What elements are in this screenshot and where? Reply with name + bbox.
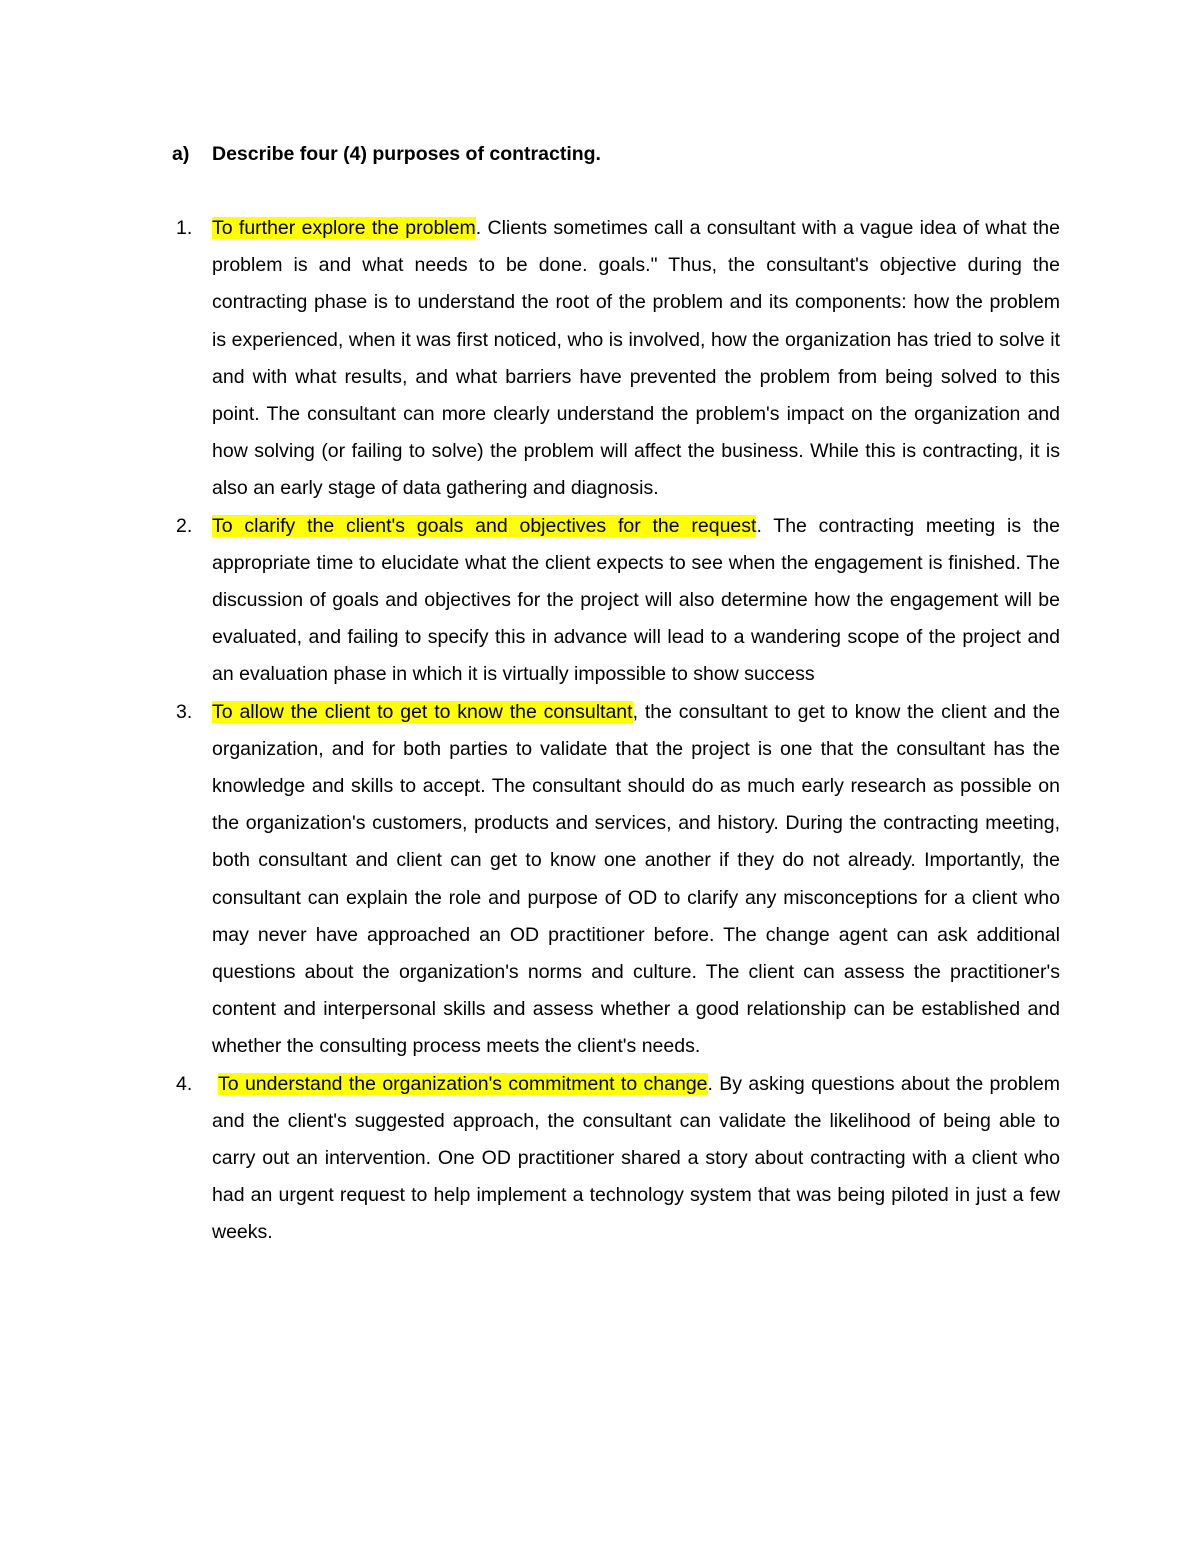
list-item-body: . Clients sometimes call a consultant with a vague idea of what the problem is and what needs to be done. goals." Thus, the consultant's objective during the contracting phase is to understand the root of the problem and its components: how the problem is experienced, when it was first noticed, who is involved, how the organization has tried to solve it and with what results, and what barriers have prevented the problem from being solved to this point. The consultant can more clearly understand the problem's impact on the organization and how solving (or failing to solve) the problem will affect the business. While this is contracting, it is also an early stage of data gathering and diagnosis. [212,217,1061,500]
highlighted-phrase: To clarify the client's goals and objectives for the request [212,514,757,537]
list-item-text [212,694,1060,1066]
list-item-text [212,1066,1060,1252]
question-heading [172,143,601,166]
list-item-number: 4. [176,1072,193,1095]
question-text: Describe four (4) purposes of contracting. [212,143,601,165]
question-label: a) [172,143,190,165]
highlighted-phrase: To allow the client to get to know the consultant [212,700,633,723]
list-item-body: , the consultant to get to know the client and the organization, and for both parties to validate that the project is one that the consultant has the knowledge and skills to accept. The consultant should do as much early research as possible on the organization's customers, products and services, and history. During the contracting meeting, both consultant and client can get to know one another if they do not already. Importantly, the consultant can explain the role and purpose of OD to clarify any misconceptions for a client who may never have approached an OD practitioner before. The change agent can ask additional questions about the organization's norms and culture. The client can assess the practitioner's content and interpersonal skills and assess whether a good relationship can be established and whether the consulting process meets the client's needs. [212,700,1061,1058]
list-item-number: 1. [176,217,193,239]
list-item [172,694,1060,1066]
highlighted-phrase: To further explore the problem [212,217,476,239]
list-item-body: . The contracting meeting is the appropriate time to elucidate what the client expects to see when the engagement is finished. The discussion of goals and objectives for the project will also determine how the engagement will be evaluated, and failing to specify this in advance will lead to a wandering scope of the project and an evaluation phase in which it is virtually impossible to show success [212,514,1060,686]
list-item [172,1066,1060,1252]
highlighted-phrase: To understand the organization's commitment to change [218,1072,708,1095]
purposes-list [172,210,1060,1252]
list-item-number: 2. [176,514,193,537]
list-item-body: . By asking questions about the problem and the client's suggested approach, the consultant can validate the likelihood of being able to carry out an intervention. One OD practitioner shared a story about contracting with a client who had an urgent request to help implement a technology system that was being piloted in just a few weeks. [212,1072,1060,1244]
list-item [172,508,1060,694]
list-item-text [212,508,1060,694]
list-item [172,210,1060,508]
list-item-text [212,210,1060,508]
list-item-number: 3. [176,700,193,723]
